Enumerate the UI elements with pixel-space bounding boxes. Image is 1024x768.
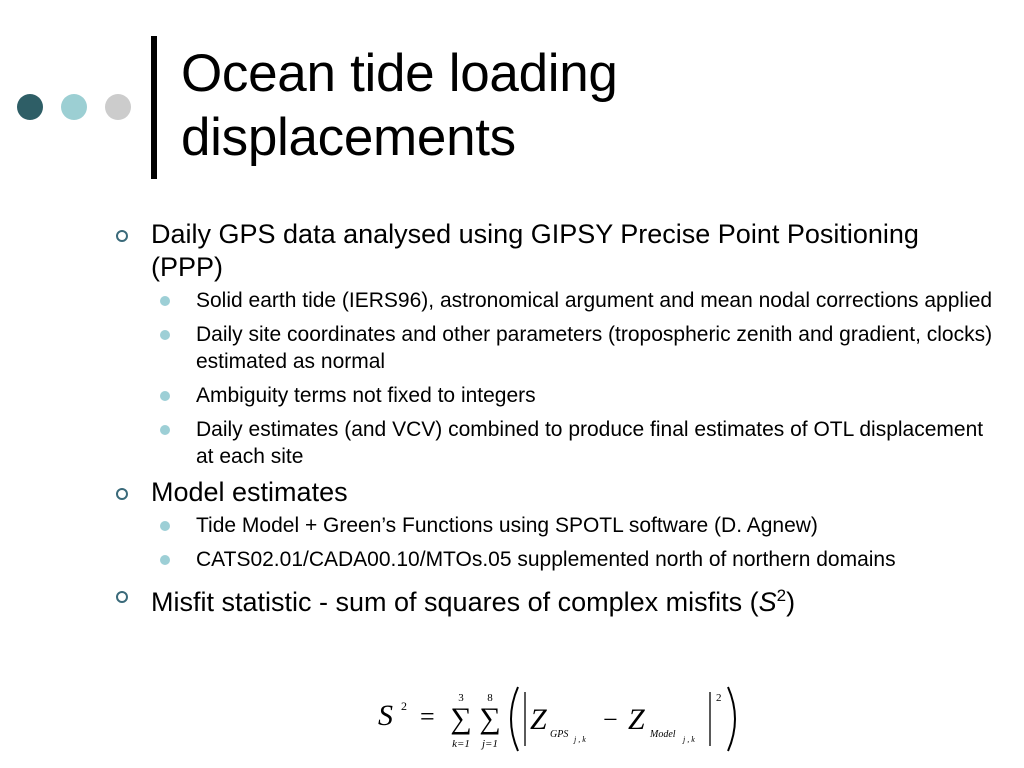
sub-bullet-item [151,546,994,573]
right-paren-icon [728,687,735,751]
sub-bullet-text: Daily estimates (and VCV) combined to produce final estimates of OTL displacement at each site [196,418,984,468]
sub-bullet-text: CATS02.01/CADA00.10/MTOs.05 supplemented north of northern domains [196,548,896,571]
sum1-lower-limit: k=1 [452,738,470,750]
bullet-text: Daily GPS data analysed using GIPSY Precise Point Positioning (PPP) [151,219,919,282]
decorative-dot-dark [17,94,43,120]
ring-bullet-icon [116,230,128,242]
misfit-symbol: S [758,587,777,617]
dot-bullet-icon [160,555,170,565]
sum1-upper-limit: 3 [458,692,464,704]
slide-title [181,42,618,170]
slide-title-line-1: Ocean tide loading [181,44,618,103]
formula-term2: Z [628,703,645,736]
bullet-text-after: ) [786,587,796,617]
sub-bullet-item [151,416,994,470]
formula-term1: Z [530,703,547,736]
bullet-list [114,218,994,619]
formula-term1-subsub: j , k [574,735,586,744]
dot-bullet-icon [160,296,170,306]
sum2-sigma-icon: ∑ [479,702,501,735]
formula-lhs: S [378,699,393,732]
formula-equals: = [420,702,435,731]
title-divider [151,36,157,179]
sub-bullet-text: Tide Model + Green’s Functions using SPOTL software (D. Agnew) [196,514,818,537]
bullet-model-estimates [114,476,994,573]
dot-bullet-icon [160,330,170,340]
decorative-dot-teal [61,94,87,120]
slide-title-line-2: displacements [181,108,516,167]
formula-term1-sub: GPS [550,729,569,740]
formula-term2-sub: Model [650,729,676,740]
sub-bullet-item [151,287,994,314]
sum2-lower-limit: j=1 [482,738,498,750]
abs-power: 2 [716,692,722,704]
sub-bullet-text: Daily site coordinates and other parameters (tropospheric zenith and gradient, clocks) estimated as normal [196,323,993,373]
sum1-sigma-icon: ∑ [450,702,472,735]
dot-bullet-icon [160,391,170,401]
formula-term2-subsub: j , k [683,735,695,744]
bullet-text-before: Misfit statistic - sum of squares of complex misfits ( [151,587,759,617]
dot-bullet-icon [160,521,170,531]
sub-bullet-list [151,512,994,573]
sub-bullet-list [151,287,994,470]
ring-bullet-icon [116,591,128,603]
sub-bullet-item [151,321,994,375]
formula-lhs-power: 2 [401,699,407,713]
sum2-upper-limit: 8 [487,692,493,704]
decorative-dot-gray [105,94,131,120]
bullet-misfit-statistic [114,579,994,619]
sub-bullet-text: Ambiguity terms not fixed to integers [196,384,536,407]
formula-minus: − [603,705,618,734]
misfit-power: 2 [776,586,787,605]
ring-bullet-icon [116,488,128,500]
dot-bullet-icon [160,425,170,435]
sub-bullet-item [151,382,994,409]
sub-bullet-text: Solid earth tide (IERS96), astronomical argument and mean nodal corrections applied [196,289,993,312]
bullet-gps-data [114,218,994,470]
misfit-formula [370,684,750,754]
left-paren-icon [511,687,518,751]
bullet-text: Model estimates [151,477,348,507]
sub-bullet-item [151,512,994,539]
